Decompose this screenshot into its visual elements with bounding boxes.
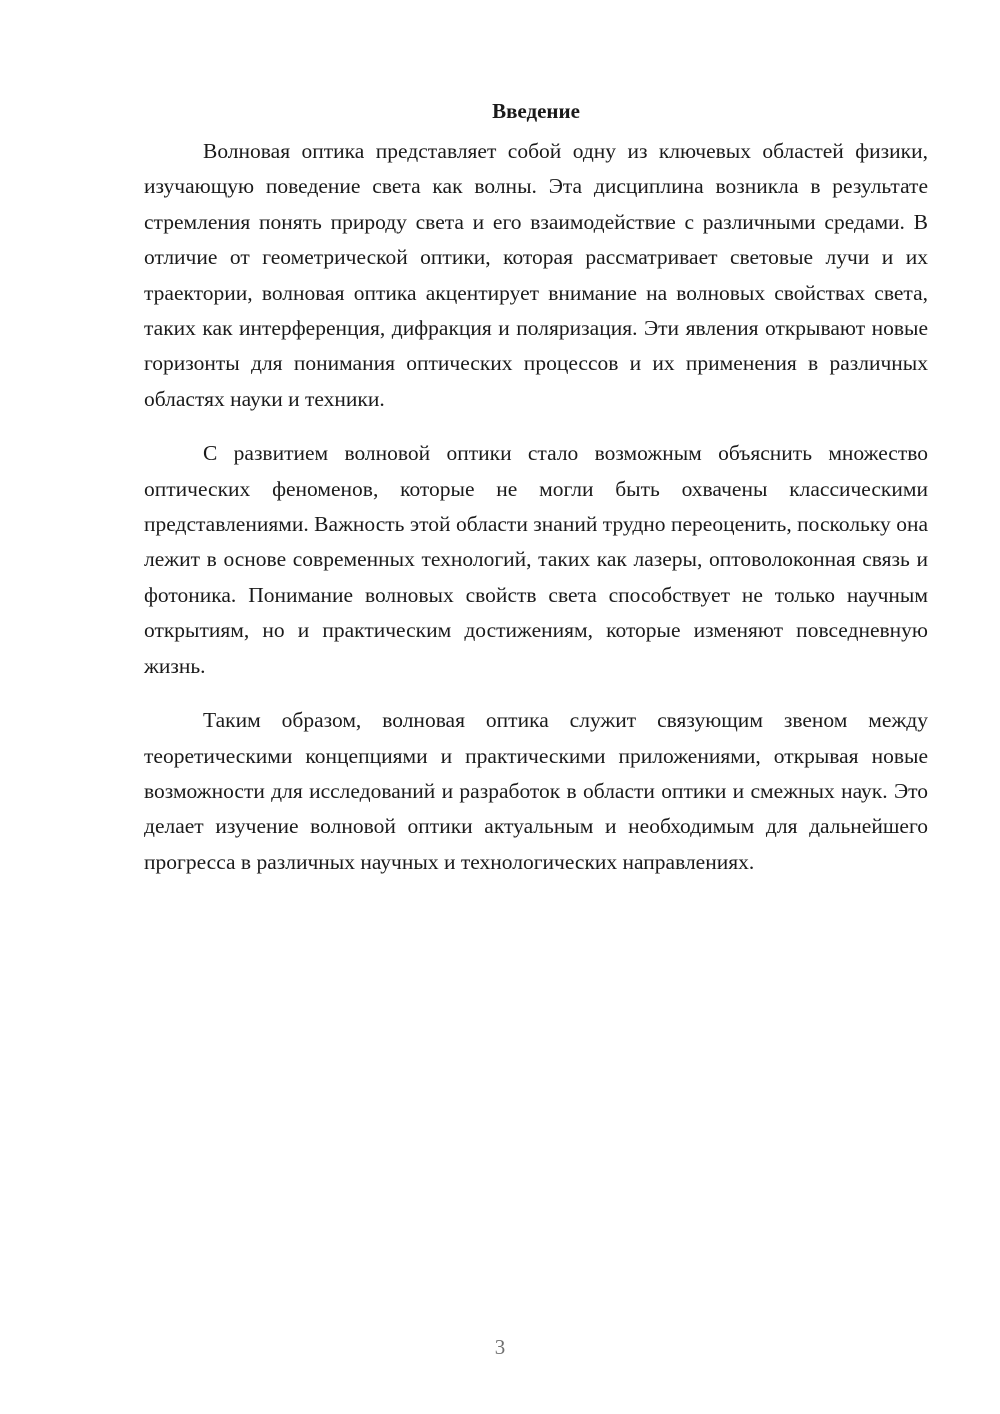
paragraph-3: Таким образом, волновая оптика служит связующим звеном между теоретическими концепциями и практическими приложениями, открывая новые возможности для исследований и разработок в области оптики и смежных наук. Это делает изучение волновой оптики актуальным и необходимым для дальнейшего прогресса в различных научных и технологических направлениях. [144,708,928,874]
paragraph-2: С развитием волновой оптики стало возможным объяснить множество оптических феноменов, которые не могли быть охвачены классическими представлениями. Важность этой области знаний трудно переоценить, поскольку она лежит в основе современных технологий, таких как лазеры, оптоволоконная связь и фотоника. Понимание волновых свойств света способствует не только научным открытиям, но и практическим достижениям, которые изменяют повседневную жизнь. [144,441,928,678]
page-content [144,96,928,899]
section-heading: Введение [492,99,580,123]
page-number: 3 [494,1335,506,1359]
paragraph-1: Волновая оптика представляет собой одну из ключевых областей физики, изучающую поведение света как волны. Эта дисциплина возникла в результате стремления понять природу света и его взаимодействие с различными средами. В отличие от геометрической оптики, которая рассматривает световые лучи и их траектории, волновая оптика акцентирует внимание на волновых свойствах света, таких как интерференция, дифракция и поляризация. Эти явления открывают новые горизонты для понимания оптических процессов и их применения в различных областях науки и техники. [144,139,928,411]
